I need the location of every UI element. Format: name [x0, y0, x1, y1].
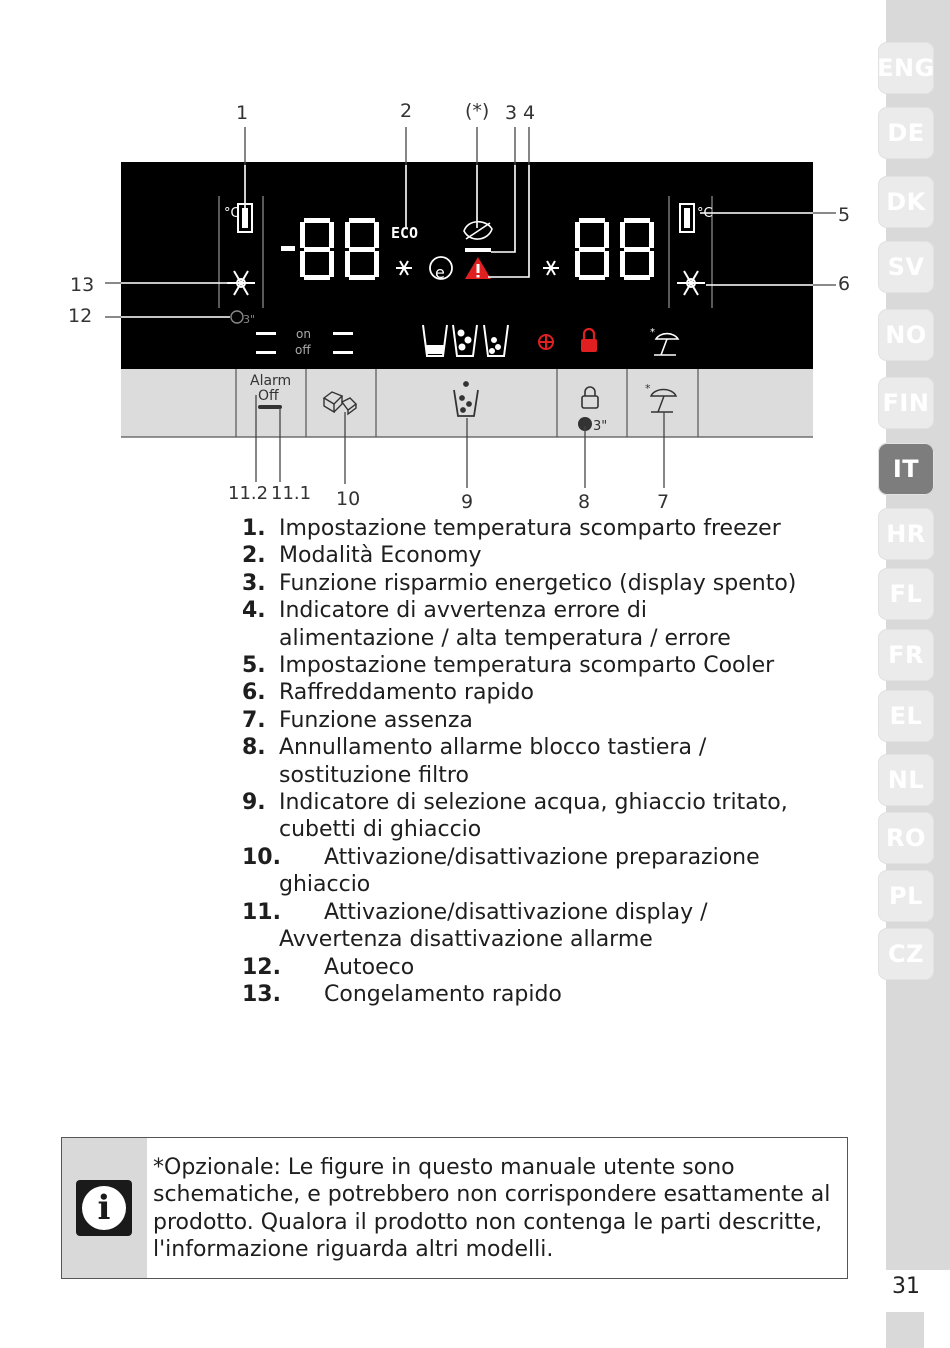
- svg-text:on: on: [296, 327, 311, 341]
- sidebar-footer-strip: [886, 1312, 924, 1348]
- callout-10: 10: [336, 488, 361, 510]
- legend-text: Attivazione/disattivazione preparazione ghiaccio: [279, 844, 760, 898]
- svg-text:*: *: [645, 382, 651, 395]
- callout-13: 13: [70, 274, 95, 296]
- page-number: 31: [892, 1274, 920, 1299]
- legend-item: [242, 542, 802, 569]
- legend-number: 9.: [242, 790, 266, 816]
- legend-number: 13.: [242, 981, 281, 1007]
- note-text: *Opzionale: Le figure in questo manuale utente sono schematiche, e potrebbero non corrispondere esattamente al prodotto. Qualora il prodotto non contenga le parti descritte, l'informazione riguarda altri modelli.: [153, 1155, 831, 1263]
- svg-text:3": 3": [243, 313, 256, 326]
- language-tab-hr[interactable]: HR: [878, 508, 934, 560]
- svg-text:°C: °C: [224, 206, 240, 221]
- legend-item: [242, 597, 802, 652]
- control-panel-diagram: [0, 0, 880, 520]
- legend-number: 4.: [242, 598, 266, 624]
- svg-text:Off: Off: [258, 388, 279, 404]
- callout-2: 2: [400, 100, 413, 122]
- legend-text: Impostazione temperatura scomparto freezer: [279, 516, 781, 541]
- legend-number: 11.: [242, 899, 281, 925]
- callout-1: 1: [236, 102, 249, 124]
- callout-6: 6: [838, 273, 851, 295]
- legend-text: Indicatore di avvertenza errore di alimentazione / alta temperatura / errore: [279, 598, 731, 651]
- display-off-bar: [465, 248, 491, 252]
- language-tab-ro[interactable]: RO: [878, 812, 934, 864]
- note-icon-area: [62, 1138, 147, 1278]
- legend-text: Annullamento allarme blocco tastiera / sostituzione filtro: [279, 735, 707, 788]
- language-tab-no[interactable]: NO: [878, 309, 934, 361]
- language-tab-dk[interactable]: DK: [878, 176, 934, 228]
- legend-number: 3.: [242, 570, 266, 596]
- svg-text:3": 3": [593, 419, 608, 434]
- legend-number: 5.: [242, 653, 266, 679]
- language-tab-fin[interactable]: FIN: [878, 377, 934, 429]
- legend-text: Autoeco: [324, 954, 415, 980]
- legend-number: 8.: [242, 735, 266, 761]
- svg-text:*: *: [650, 327, 655, 338]
- legend-text: Attivazione/disattivazione display / Avvertenza disattivazione allarme: [279, 899, 708, 953]
- legend-item: [242, 515, 802, 542]
- language-tab-el[interactable]: EL: [878, 690, 934, 742]
- legend-item: [242, 844, 802, 899]
- language-tab-eng[interactable]: ENG: [878, 42, 934, 94]
- language-tab-pl[interactable]: PL: [878, 870, 934, 922]
- svg-text:°C: °C: [697, 206, 713, 221]
- legend-item: [242, 707, 802, 734]
- language-tab-sv[interactable]: SV: [878, 241, 934, 293]
- legend-number: 1.: [242, 516, 266, 541]
- legend-item: [242, 981, 802, 1008]
- legend-number: 10.: [242, 844, 281, 870]
- language-tab-de[interactable]: DE: [878, 107, 934, 159]
- legend-text: Modalità Economy: [279, 543, 482, 569]
- legend-item: [242, 899, 802, 954]
- callout-12: 12: [68, 305, 93, 327]
- language-tab-fr[interactable]: FR: [878, 629, 934, 681]
- note-box: [61, 1137, 848, 1279]
- legend-number: 6.: [242, 680, 266, 706]
- callout-3: 3: [505, 102, 518, 124]
- callout-11-2: 11.2: [228, 483, 269, 504]
- callout-5: 5: [838, 204, 851, 226]
- legend-text: Funzione risparmio energetico (display spento): [279, 570, 797, 596]
- legend-list: [242, 515, 802, 1008]
- legend-text: Indicatore di selezione acqua, ghiaccio tritato, cubetti di ghiaccio: [279, 790, 788, 843]
- language-tab-nl[interactable]: NL: [878, 754, 934, 806]
- legend-number: 12.: [242, 954, 281, 980]
- eco-label: ECO: [391, 224, 419, 242]
- legend-text: Impostazione temperatura scomparto Cooler: [279, 653, 775, 679]
- legend-item: [242, 652, 802, 679]
- legend-text: Congelamento rapido: [324, 981, 562, 1007]
- info-icon: i: [76, 1180, 132, 1236]
- svg-text:e: e: [435, 263, 445, 282]
- language-tab-fl[interactable]: FL: [878, 568, 934, 620]
- filter-alert-icon: [539, 335, 553, 349]
- language-tab-it[interactable]: IT: [878, 443, 934, 495]
- legend-item: [242, 789, 802, 844]
- legend-text: Raffreddamento rapido: [279, 680, 534, 706]
- language-tab-cz[interactable]: CZ: [878, 928, 934, 980]
- legend-item: [242, 679, 802, 706]
- callout-optional: (*): [465, 100, 490, 122]
- legend-item: [242, 954, 802, 981]
- legend-number: 7.: [242, 707, 266, 733]
- svg-text:off: off: [295, 343, 311, 357]
- legend-item: [242, 734, 802, 789]
- callout-11-1: 11.1: [271, 483, 312, 504]
- legend-number: 2.: [242, 543, 266, 569]
- callout-9: 9: [461, 491, 474, 513]
- legend-text: Funzione assenza: [279, 707, 473, 733]
- callout-4: 4: [523, 102, 536, 124]
- callout-8: 8: [578, 491, 591, 513]
- callout-7: 7: [657, 491, 670, 513]
- legend-item: [242, 570, 802, 597]
- svg-text:Alarm: Alarm: [250, 373, 292, 389]
